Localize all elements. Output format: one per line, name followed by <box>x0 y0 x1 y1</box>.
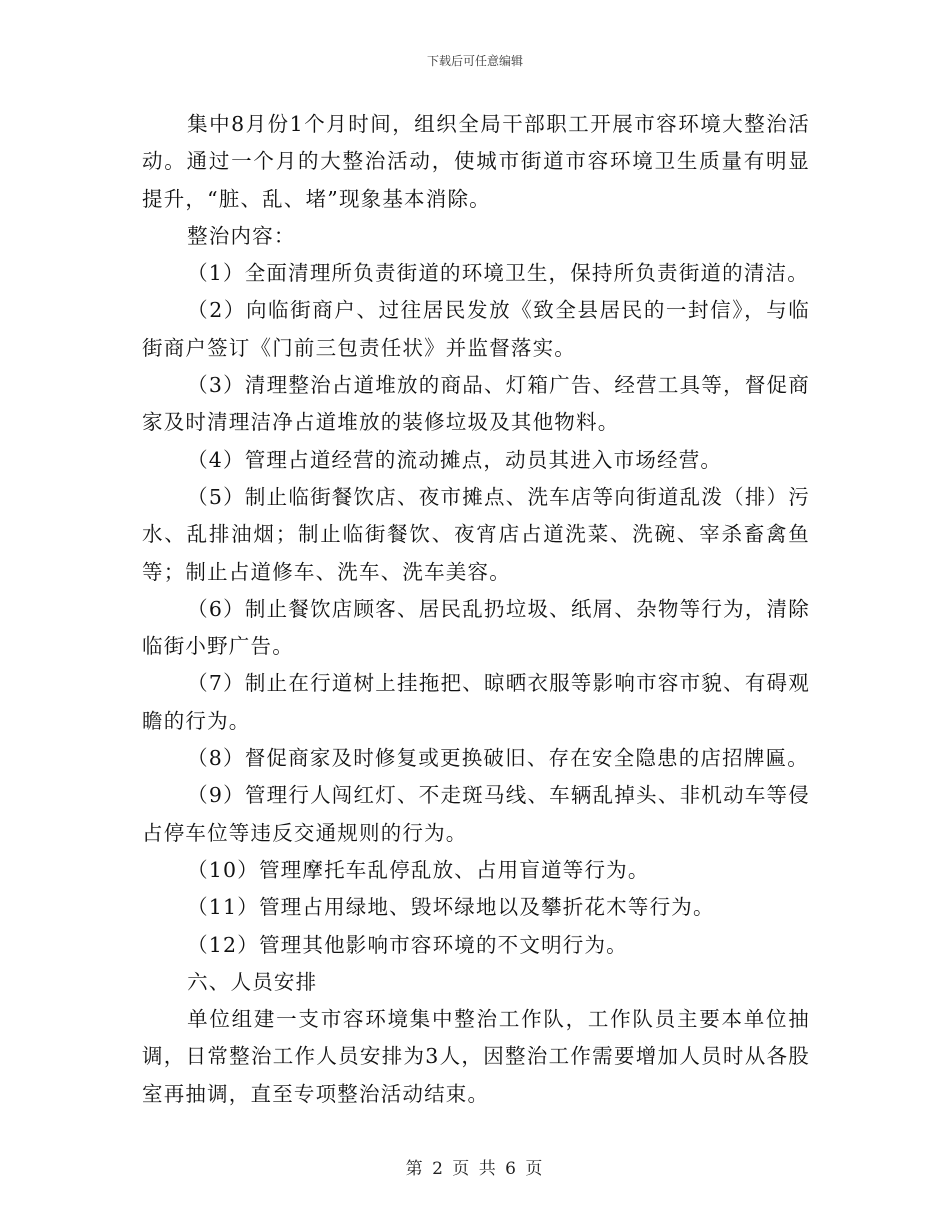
page-number: 第 2 页 共 6 页 <box>405 1159 545 1179</box>
paragraph-staffing: 单位组建一支市容环境集中整治工作队，工作队员主要本单位抽调，日常整治工作人员安排为3人，因整治工作需要增加人员时从各股室再抽调，直至专项整治活动结束。 <box>142 1007 810 1106</box>
paragraph-item-6: （6）制止餐饮店顾客、居民乱扔垃圾、纸屑、杂物等行为，清除临街小野广告。 <box>142 596 810 659</box>
paragraph-item-10: （10）管理摩托车乱停乱放、占用盲道等行为。 <box>187 857 650 882</box>
paragraph-item-11: （11）管理占用绿地、毁坏绿地以及攀折花木等行为。 <box>187 895 715 920</box>
paragraph-item-1: （1）全面清理所负责街道的环境卫生，保持所负责街道的清洁。 <box>187 261 809 286</box>
paragraph-section-heading: 整治内容： <box>187 223 296 248</box>
paragraph-item-4: （4）管理占道经营的流动摊点，动员其进入市场经营。 <box>187 447 723 472</box>
paragraph-item-12: （12）管理其他影响市容环境的不文明行为。 <box>187 932 628 957</box>
paragraph-item-2: （2）向临街商户、过往居民发放《致全县居民的一封信》，与临街商户签订《门前三包责任状》并监督落实。 <box>142 298 810 360</box>
paragraph-item-5: （5）制止临街餐饮店、夜市摊点、洗车店等向街道乱泼（排）污水、乱排油烟；制止临街餐饮、夜宵店占道洗菜、洗碗、宰杀畜禽鱼等；制止占道修车、洗车、洗车美容。 <box>142 484 810 584</box>
paragraph-item-8: （8）督促商家及时修复或更换破旧、存在安全隐患的店招牌匾。 <box>187 746 809 771</box>
document-body <box>142 106 810 1113</box>
paragraph-item-7: （7）制止在行道树上挂拖把、晾晒衣服等影响市容市貌、有碍观瞻的行为。 <box>142 671 810 733</box>
paragraph-item-9: （9）管理行人闯红灯、不走斑马线、车辆乱掉头、非机动车等侵占停车位等违反交通规则的行为。 <box>142 783 810 845</box>
paragraph-intro: 集中8月份1个月时间，组织全局干部职工开展市容环境大整治活动。通过一个月的大整治活动，使城市街道市容环境卫生质量有明显提升，“脏、乱、堵”现象基本消除。 <box>142 112 810 211</box>
paragraph-item-3: （3）清理整治占道堆放的商品、灯箱广告、经营工具等，督促商家及时清理洁净占道堆放的装修垃圾及其他物料。 <box>142 373 810 435</box>
section-heading-staffing: 六、人员安排 <box>187 969 318 994</box>
page-header-note: 下载后可任意编辑 <box>426 54 523 68</box>
